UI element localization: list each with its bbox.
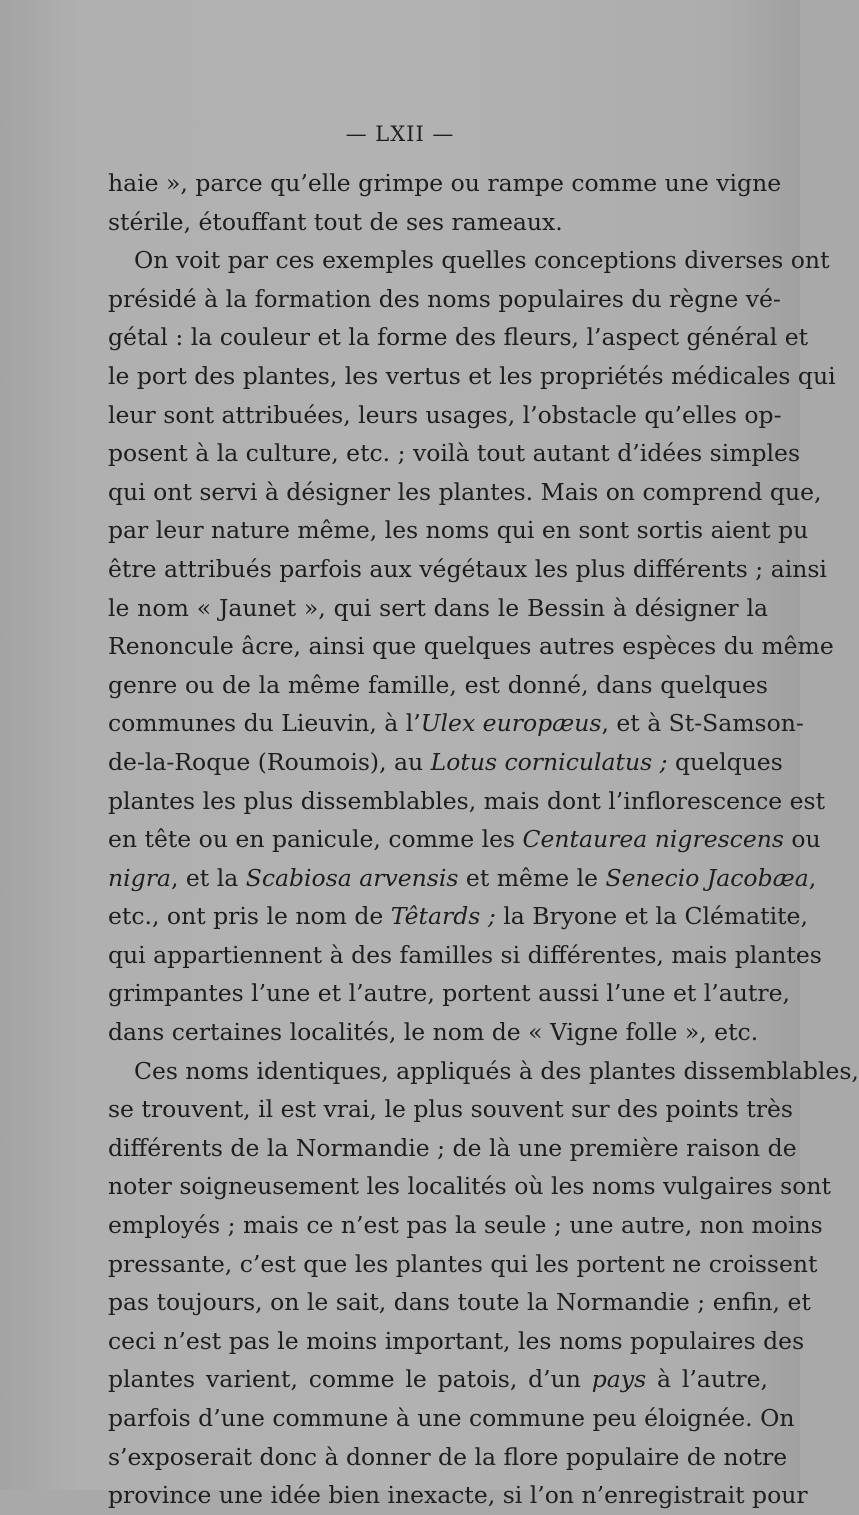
body-text xyxy=(108,164,859,1515)
text-line: présidé à la formation des noms populaires du règne vé- xyxy=(108,284,781,313)
text-segment: , et à St-Samson- xyxy=(601,709,804,738)
text-line xyxy=(108,1360,768,1399)
text-line xyxy=(108,897,808,936)
text-line: ceci n’est pas le moins important, les noms populaires des xyxy=(108,1326,805,1355)
text-line: s’exposerait donc à donner de la flore populaire de notre xyxy=(108,1442,788,1471)
italic-term: Têtards ; xyxy=(390,902,496,931)
italic-term: Centaurea nigrescens xyxy=(522,825,784,854)
text-line: parfois d’une commune à une commune peu éloignée. On xyxy=(108,1404,795,1432)
text-line xyxy=(108,704,804,743)
text-segment: de-la-Roque (Roumois), au xyxy=(108,747,431,776)
text-line: On voit par ces exemples quelles conceptions diverses ont xyxy=(134,246,830,275)
text-line: stérile, étouffant tout de ses rameaux. xyxy=(108,207,563,236)
text-line: qui ont servi à désigner les plantes. Mais on comprend que, xyxy=(108,477,822,506)
text-line: différents de la Normandie ; de là une première raison de xyxy=(108,1133,797,1162)
text-segment: en tête ou en panicule, comme les xyxy=(108,825,523,854)
text-segment: etc., ont pris le nom de xyxy=(108,902,391,931)
text-line: par leur nature même, les noms qui en sont sortis aient pu xyxy=(108,516,809,545)
text-line: Ces noms identiques, appliqués à des plantes dissemblables, xyxy=(134,1056,859,1085)
italic-term: Lotus corniculatus ; xyxy=(430,747,668,776)
text-segment: plantes varient, comme le patois, d’un xyxy=(108,1365,592,1394)
text-line: le nom « Jaunet », qui sert dans le Bessin à désigner la xyxy=(108,593,768,622)
text-segment: à l’autre, xyxy=(646,1365,769,1394)
text-segment: , et la xyxy=(170,863,246,892)
text-line: le port des plantes, les vertus et les propriétés médicales qui xyxy=(108,361,836,390)
italic-term: nigra xyxy=(108,863,171,892)
text-line: dans certaines localités, le nom de « Vigne folle », etc. xyxy=(108,1018,759,1047)
page-number-header: — LXII — xyxy=(345,122,455,146)
text-line: noter soigneusement les localités où les noms vulgaires sont xyxy=(108,1172,831,1201)
italic-term: Scabiosa arvensis xyxy=(245,863,459,892)
text-segment: communes du Lieuvin, à l’ xyxy=(108,709,421,738)
text-line xyxy=(108,743,783,782)
italic-term: pays xyxy=(591,1365,647,1394)
text-line: employés ; mais ce n’est pas la seule ; une autre, non moins xyxy=(108,1211,823,1240)
text-line: pas toujours, on le sait, dans toute la Normandie ; enfin, et xyxy=(108,1288,811,1317)
text-line: qui appartiennent à des familles si différentes, mais plantes xyxy=(108,940,822,969)
text-line: posent à la culture, etc. ; voilà tout autant d’idées simples xyxy=(108,439,801,468)
text-line xyxy=(108,859,817,898)
text-segment: quelques xyxy=(667,747,783,776)
italic-term: Senecio Jacobæa xyxy=(605,863,809,892)
text-line: grimpantes l’une et l’autre, portent aussi l’une et l’autre, xyxy=(108,979,790,1008)
text-segment: et même le xyxy=(458,863,606,892)
text-line: province une idée bien inexacte, si l’on n’enregistrait pour xyxy=(108,1481,808,1510)
text-segment: ou xyxy=(783,825,821,854)
text-line: plantes les plus dissemblables, mais dont l’inflorescence est xyxy=(108,786,826,815)
text-line xyxy=(108,820,821,859)
text-line: genre ou de la même famille, est donné, dans quelques xyxy=(108,670,768,699)
text-line: gétal : la couleur et la forme des fleurs, l’aspect général et xyxy=(108,323,809,352)
text-line: Renoncule âcre, ainsi que quelques autres espèces du même xyxy=(108,632,834,661)
text-line: se trouvent, il est vrai, le plus souvent sur des points très xyxy=(108,1095,793,1124)
text-line: pressante, c’est que les plantes qui les portent ne croissent xyxy=(108,1249,818,1278)
text-line: leur sont attribuées, leurs usages, l’obstacle qu’elles op- xyxy=(108,400,782,429)
text-segment: , xyxy=(808,863,817,892)
text-line: être attribués parfois aux végétaux les plus différents ; ainsi xyxy=(108,554,827,583)
text-segment: la Bryone et la Clématite, xyxy=(495,902,808,931)
italic-term: Ulex europæus xyxy=(420,709,602,738)
text-line: haie », parce qu’elle grimpe ou rampe comme une vigne xyxy=(108,169,782,197)
